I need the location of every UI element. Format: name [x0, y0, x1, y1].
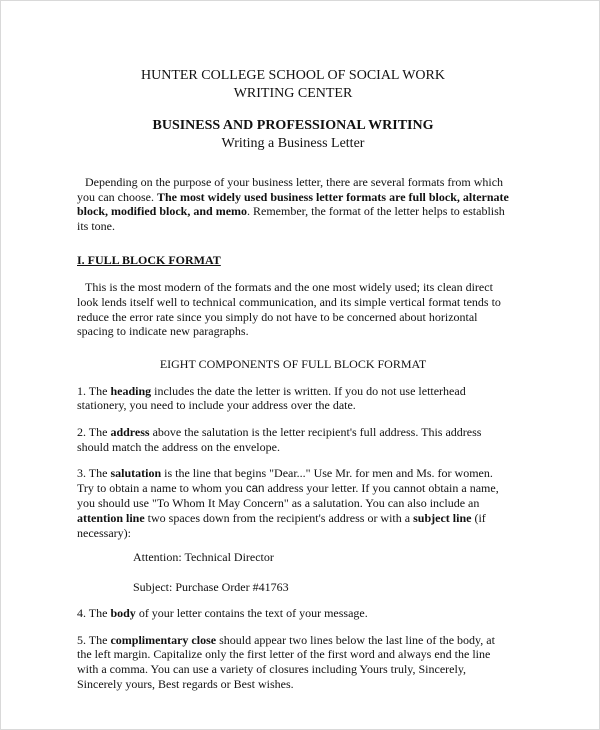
item3-text-e: address your letter. If you cannot obtain a name, you should use "To Whom It May Concern" as a salutation. You can also include an — [77, 480, 499, 511]
item4-keyword: body — [110, 606, 136, 621]
intro-paragraph — [77, 175, 509, 233]
item1-keyword: heading — [110, 383, 152, 398]
components-heading: EIGHT COMPONENTS OF FULL BLOCK FORMAT — [159, 356, 427, 371]
document-subtitle: Writing a Business Letter — [221, 136, 365, 151]
item3-keyword: salutation — [110, 466, 162, 481]
item3-emphasis-can: can — [245, 482, 265, 495]
item2-prefix: 2. The — [77, 424, 111, 439]
section-body-full-block: This is the most modern of the formats and the one most widely used; its clean direct look lends itself well to technical communication, and its simple vertical format tends to reduce the error rate since you simply do not have to be concerned about horizontal spacing to indicate new paragraphs. — [77, 280, 501, 339]
item2-text: above the salutation is the letter recipient's full address. This address should match the address on the envelope. — [77, 424, 482, 454]
item3-text-c: is the line that begins "Dear..." Use Mr. for men and Ms. for women. Try to obtain a name to whom you — [77, 466, 493, 495]
intro-text-c: . Remember, the format of the letter helps to establish its tone. — [77, 204, 505, 233]
institution-name: HUNTER COLLEGE SCHOOL OF SOCIAL WORK — [141, 68, 445, 83]
component-item-address — [77, 425, 509, 454]
intro-text-a: Depending on the purpose of your business letter, there are several formats from which you can choose. — [77, 175, 504, 204]
item1-text: includes the date the letter is written. If you do not use letterhead stationery, you need to include your address over the date. — [77, 383, 466, 413]
example-subject-line: Subject: Purchase Order #41763 — [133, 579, 289, 594]
item5-prefix: 5. The — [77, 632, 111, 647]
component-item-heading — [77, 384, 509, 413]
item3-text-g: two spaces down from the recipient's address or with a — [144, 510, 414, 525]
item5-keyword: complimentary close — [110, 632, 217, 647]
example-attention-line: Attention: Technical Director — [133, 550, 274, 565]
document-title: BUSINESS AND PROFESSIONAL WRITING — [152, 118, 434, 133]
item3-subject-line: subject line — [413, 510, 472, 525]
department-name: WRITING CENTER — [233, 86, 353, 101]
item3-prefix: 3. The — [77, 466, 111, 481]
section-heading-full-block: I. FULL BLOCK FORMAT — [77, 253, 221, 268]
item1-prefix: 1. The — [77, 383, 111, 398]
item5-text: should appear two lines below the last line of the body, at the left margin. Capitalize only the first letter of the first word and always end the line with a comma. You can use a variety of closures including Yours truly, Sincerely, Sincerely yours, Best regards or Best wishes. — [77, 632, 495, 691]
item4-text: of your letter contains the text of your message. — [135, 606, 368, 621]
item4-prefix: 4. The — [77, 606, 111, 621]
component-item-close — [77, 633, 509, 691]
intro-formats-bold: The most widely used business letter formats are full block, alternate block, modified block, and memo — [77, 189, 509, 219]
item2-keyword: address — [110, 424, 150, 439]
component-item-body — [77, 606, 509, 621]
item3-text-i: (if necessary): — [77, 510, 486, 540]
component-item-salutation — [77, 466, 509, 540]
item3-attention-line: attention line — [77, 510, 145, 525]
